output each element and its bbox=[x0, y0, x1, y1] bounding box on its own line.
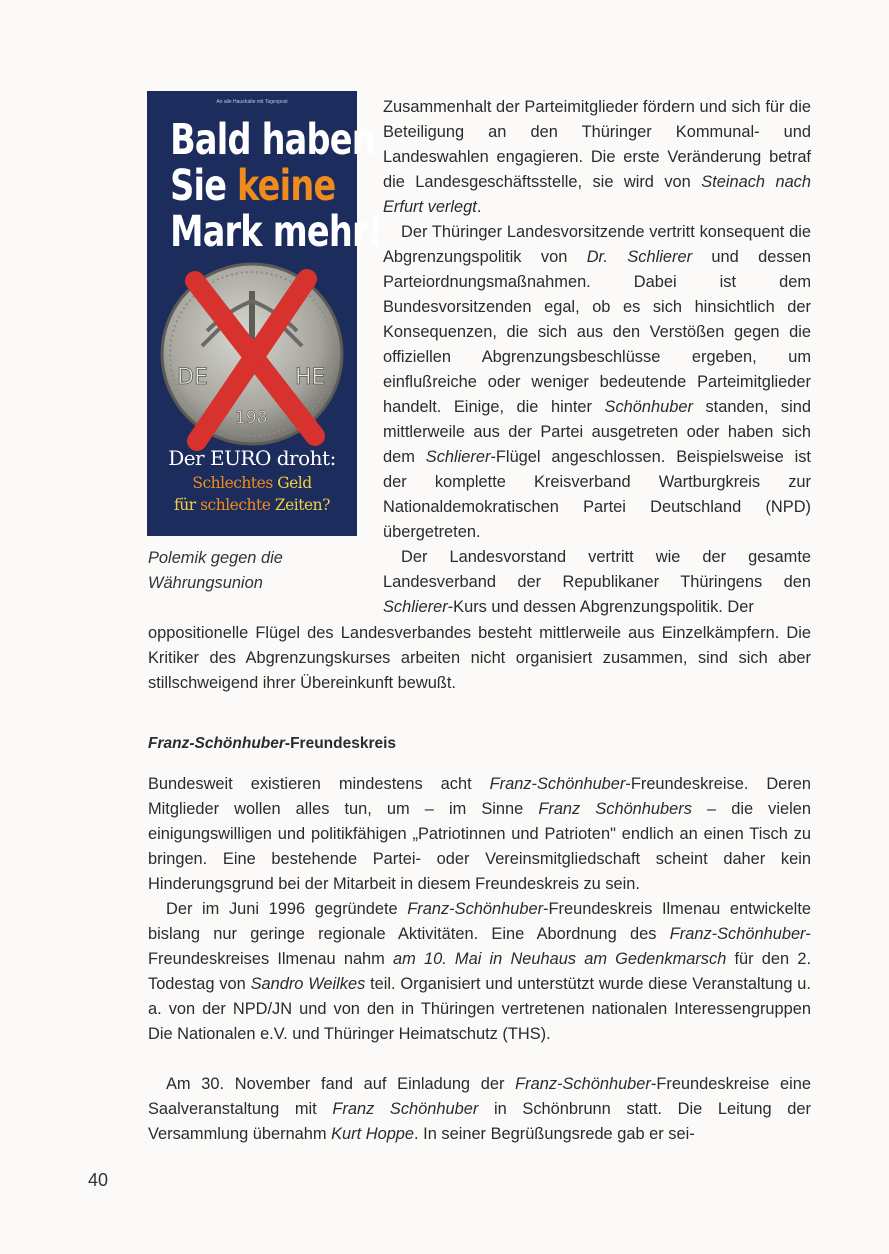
crossed-out-coin-image bbox=[147, 251, 357, 451]
poster-top-note: An alle Haushalte mit Tagespost bbox=[216, 99, 288, 105]
poster-image bbox=[147, 91, 383, 536]
image-caption: Polemik gegen die Währungsunion bbox=[148, 549, 283, 592]
paragraph-5: Der im Juni 1996 gegründete Franz-Schönhuber-Freundeskreis Ilmenau entwickelte bislang nur geringe regionale Aktivitäten. Eine Abordnung des Franz-Schönhuber-Freundeskreises Ilmenau nahm am 10. Mai in Neuhaus am Gedenkmarsch für den 2. Todestag von Sandro Weilkes teil. Organisiert und unterstützt wurde diese Veranstaltung u. a. von der NPD/JN und von den in Thüringen vertretenen nationalen Interessengruppen Die Nationalen e.V. und Thüringer Heimatschutz (THS). bbox=[148, 900, 812, 1043]
paragraph-4: Bundesweit existieren mindestens acht Franz-Schönhuber-Freundeskreise. Deren Mitglieder wollen alles tun, um – im Sinne Franz Schönhubers – die vielen einigungswilligen und politikfähigen „Patriotinnen und Patrioten" endlich an einen Tisch zu bringen. Eine bestehende Partei- oder Vereinsmitgliedschaft scheint daher kein Hinderungsgrund bei der Mitarbeit in diesem Freundeskreis zu sein. bbox=[148, 775, 811, 893]
section-heading: Franz-Schönhuber-Freundeskreis bbox=[148, 735, 397, 752]
paragraph-6: Am 30. November fand auf Einladung der Franz-Schönhuber-Freundeskreise eine Saalveranstaltung mit Franz Schönhuber in Schönbrunn statt. Die Leitung der Versammlung übernahm Kurt Hoppe. In seiner Begrüßungsrede gab er sei- bbox=[148, 1075, 811, 1143]
poster-headline-line-3: Mark mehr! bbox=[170, 207, 383, 257]
paragraph-3-start: Der Landesvorstand vertritt wie der gesamte Landesverband der Republikaner Thüringens den Schlierer-Kurs und dessen Abgrenzungspolitik. Der bbox=[383, 548, 811, 616]
paragraph-3-continued: oppositionelle Flügel des Landesverbandes besteht mittlerweile aus Einzelkämpfern. Die Kritiker des Abgrenzungskurses arbeiten nicht organisiert zusammen, sind sich aber stillschweigend ihrer Übereinkunft bewußt. bbox=[148, 624, 811, 692]
paragraph-1: Zusammenhalt der Parteimitglieder fördern und sich für die Beteiligung an den Thüringer Kommunal- und Landeswahlen engagieren. Die erste Veränderung betraf die Landesgeschäftsstelle, sie wird von Steinach nach Erfurt verlegt. bbox=[383, 98, 811, 216]
coin-text-right: HE bbox=[295, 365, 326, 390]
poster-headline-line-1: Bald haben bbox=[170, 115, 375, 165]
poster-sub-line-2: für schlechte Zeiten? bbox=[174, 496, 330, 514]
page-number: 40 bbox=[88, 1170, 109, 1190]
coin-year: 198 bbox=[235, 408, 268, 428]
poster-sub-line-1: Schlechtes Geld bbox=[192, 474, 312, 492]
paragraph-2: Der Thüringer Landesvorsitzende vertritt konsequent die Abgrenzungspolitik von Dr. Schlierer und dessen Parteiordnungsmaßnahmen. Dabei ist dem Bundesvorsitzenden egal, ob es sich hinsichtlich der Konsequenzen, die sich aus den Verstößen gegen die offiziellen Abgrenzungsbeschlüsse ergeben, um einflußreiche oder weniger bedeutende Parteimitglieder handelt. Einige, die hinter Schönhuber standen, sind mittlerweile aus der Partei ausgetreten oder haben sich dem Schlierer-Flügel angeschlossen. Beispielsweise ist der komplette Kreisverband Wartburgkreis zur Nationaldemokratischen Partei Deutschland (NPD) übergetreten. bbox=[383, 223, 812, 541]
coin-text-left: DE bbox=[177, 365, 208, 390]
poster-euro-line: Der EURO droht: bbox=[168, 446, 336, 470]
poster-headline-line-2: Sie keine bbox=[170, 161, 336, 211]
